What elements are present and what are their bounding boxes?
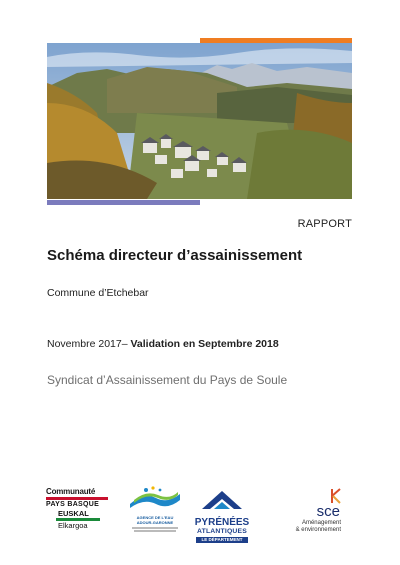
- agence-label: AGENCE DE L’EAU: [136, 515, 174, 520]
- syndicat-name: Syndicat d’Assainissement du Pays de Soule: [47, 373, 288, 387]
- agence-eau-adour-garonne-logo: [126, 486, 184, 532]
- valley-village-photo: [47, 43, 352, 199]
- water-drops-icon: [126, 486, 184, 510]
- euskal-label: EUSKAL: [58, 509, 89, 518]
- sce-k-mark-icon: [328, 488, 344, 504]
- purple-accent-bar: [47, 200, 200, 205]
- report-type-label: RAPPORT: [297, 218, 352, 230]
- communaute-pays-basque-logo: [46, 488, 112, 531]
- departement-label: LE DÉPARTEMENT: [196, 537, 248, 543]
- commune-name: Commune d’Etchebar: [47, 287, 149, 299]
- atlantiques-label: ATLANTIQUES: [196, 528, 248, 535]
- sce-environnement-label: & environnement: [295, 527, 341, 533]
- dates-prefix: Novembre 2017–: [47, 338, 131, 350]
- pyrenees-atlantiques-logo: [192, 489, 252, 543]
- cover-photo: [47, 43, 352, 199]
- pyrenees-label: PYRÉNÉES: [194, 517, 250, 528]
- agence-fine-print: [126, 527, 184, 532]
- sce-wordmark: sce: [316, 503, 340, 520]
- mountain-peak-icon: [192, 489, 252, 511]
- sce-logo: [290, 488, 354, 534]
- document-dates: [47, 338, 279, 350]
- pays-basque-label: PAYS BASQUE: [46, 501, 100, 508]
- elkargoa-label: Elkargoa: [58, 521, 88, 530]
- dates-validation: Validation en Septembre 2018: [130, 338, 279, 350]
- partner-logos: [0, 480, 400, 550]
- adour-garonne-label: ADOUR-GARONNE: [136, 520, 174, 525]
- communaute-label: Communauté: [46, 487, 96, 496]
- sce-amenagement-label: Aménagement: [301, 520, 341, 526]
- document-title: Schéma directeur d’assainissement: [47, 247, 303, 264]
